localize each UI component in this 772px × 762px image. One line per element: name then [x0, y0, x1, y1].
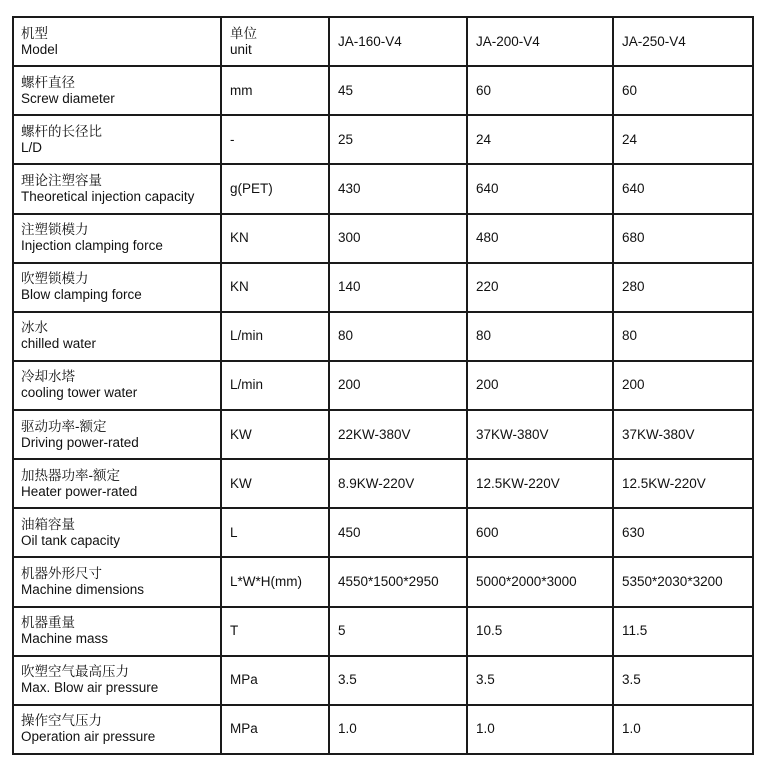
param-name-cell: [13, 410, 221, 459]
value-cell-model-1: 25: [329, 115, 467, 164]
table-row: [13, 459, 753, 508]
param-name-cell: [13, 459, 221, 508]
unit-cell: KW: [221, 410, 329, 459]
header-unit-cell: [221, 17, 329, 66]
param-name-zh: 操作空气压力: [21, 713, 102, 729]
table-row: [13, 312, 753, 361]
param-name-cell: [13, 115, 221, 164]
value-cell-model-1: 45: [329, 66, 467, 115]
value-cell-model-2: 60: [467, 66, 613, 115]
table-row: [13, 263, 753, 312]
value-cell-model-2: 600: [467, 508, 613, 557]
param-name-cell: [13, 361, 221, 410]
table-row: [13, 656, 753, 705]
unit-cell: L/min: [221, 312, 329, 361]
unit-cell: KN: [221, 214, 329, 263]
value-cell-model-3: 11.5: [613, 607, 753, 656]
unit-cell: KW: [221, 459, 329, 508]
param-name-zh: 机器外形尺寸: [21, 565, 102, 581]
param-name-en: Theoretical injection capacity: [21, 188, 195, 204]
value-cell-model-3: 280: [613, 263, 753, 312]
param-name-cell: [13, 656, 221, 705]
param-name-cell: [13, 705, 221, 754]
header-unit-en: unit: [230, 41, 252, 57]
param-name-zh: 冷却水塔: [21, 369, 75, 385]
value-cell-model-1: 22KW-380V: [329, 410, 467, 459]
param-name-en: Injection clamping force: [21, 238, 163, 254]
table-row: [13, 214, 753, 263]
value-cell-model-2: 480: [467, 214, 613, 263]
value-cell-model-3: 680: [613, 214, 753, 263]
value-cell-model-3: 630: [613, 508, 753, 557]
value-cell-model-1: 1.0: [329, 705, 467, 754]
param-name-zh: 螺杆的长径比: [21, 123, 102, 139]
table-row: [13, 66, 753, 115]
unit-cell: L: [221, 508, 329, 557]
param-name-zh: 冰水: [21, 320, 48, 336]
value-cell-model-1: 300: [329, 214, 467, 263]
value-cell-model-2: 640: [467, 164, 613, 213]
table-row: [13, 164, 753, 213]
param-name-zh: 吹塑空气最高压力: [21, 664, 129, 680]
param-name-cell: [13, 312, 221, 361]
header-param-zh: 机型: [21, 25, 48, 41]
value-cell-model-3: 3.5: [613, 656, 753, 705]
param-name-en: Screw diameter: [21, 90, 115, 106]
header-param-cell: [13, 17, 221, 66]
header-unit-zh: 单位: [230, 25, 257, 41]
param-name-zh: 理论注塑容量: [21, 172, 102, 188]
param-name-en: Max. Blow air pressure: [21, 680, 159, 696]
header-row: [13, 17, 753, 66]
table-row: [13, 705, 753, 754]
param-name-cell: [13, 164, 221, 213]
value-cell-model-1: 5: [329, 607, 467, 656]
value-cell-model-2: 80: [467, 312, 613, 361]
param-name-cell: [13, 508, 221, 557]
value-cell-model-1: 3.5: [329, 656, 467, 705]
value-cell-model-3: 60: [613, 66, 753, 115]
header-model-2: JA-200-V4: [467, 17, 613, 66]
param-name-zh: 驱动功率-额定: [21, 418, 107, 434]
param-name-zh: 螺杆直径: [21, 74, 75, 90]
value-cell-model-1: 200: [329, 361, 467, 410]
value-cell-model-2: 37KW-380V: [467, 410, 613, 459]
param-name-zh: 吹塑锁模力: [21, 271, 89, 287]
value-cell-model-3: 5350*2030*3200: [613, 557, 753, 606]
value-cell-model-3: 12.5KW-220V: [613, 459, 753, 508]
value-cell-model-1: 80: [329, 312, 467, 361]
value-cell-model-3: 24: [613, 115, 753, 164]
value-cell-model-2: 220: [467, 263, 613, 312]
param-name-zh: 加热器功率-额定: [21, 467, 120, 483]
value-cell-model-2: 12.5KW-220V: [467, 459, 613, 508]
unit-cell: mm: [221, 66, 329, 115]
header-model-1: JA-160-V4: [329, 17, 467, 66]
header-param-en: Model: [21, 41, 58, 57]
param-name-cell: [13, 214, 221, 263]
value-cell-model-2: 3.5: [467, 656, 613, 705]
value-cell-model-1: 450: [329, 508, 467, 557]
unit-cell: -: [221, 115, 329, 164]
table-row: [13, 115, 753, 164]
value-cell-model-1: 430: [329, 164, 467, 213]
value-cell-model-2: 10.5: [467, 607, 613, 656]
unit-cell: MPa: [221, 656, 329, 705]
value-cell-model-3: 640: [613, 164, 753, 213]
table-row: [13, 607, 753, 656]
param-name-en: Oil tank capacity: [21, 532, 121, 548]
value-cell-model-1: 8.9KW-220V: [329, 459, 467, 508]
value-cell-model-1: 4550*1500*2950: [329, 557, 467, 606]
table-row: [13, 361, 753, 410]
param-name-en: Heater power-rated: [21, 483, 138, 499]
param-name-en: Operation air pressure: [21, 729, 156, 745]
unit-cell: L/min: [221, 361, 329, 410]
spec-table-body: [13, 17, 753, 754]
param-name-cell: [13, 607, 221, 656]
param-name-en: L/D: [21, 139, 43, 155]
param-name-en: chilled water: [21, 336, 97, 352]
unit-cell: L*W*H(mm): [221, 557, 329, 606]
value-cell-model-2: 5000*2000*3000: [467, 557, 613, 606]
spec-table: [12, 16, 754, 755]
param-name-en: Machine mass: [21, 631, 109, 647]
unit-cell: KN: [221, 263, 329, 312]
header-model-3: JA-250-V4: [613, 17, 753, 66]
param-name-en: Machine dimensions: [21, 581, 145, 597]
param-name-zh: 注塑锁模力: [21, 222, 89, 238]
param-name-en: Blow clamping force: [21, 287, 142, 303]
value-cell-model-2: 24: [467, 115, 613, 164]
table-row: [13, 508, 753, 557]
param-name-zh: 机器重量: [21, 615, 75, 631]
unit-cell: T: [221, 607, 329, 656]
param-name-cell: [13, 66, 221, 115]
value-cell-model-3: 200: [613, 361, 753, 410]
value-cell-model-2: 200: [467, 361, 613, 410]
value-cell-model-3: 1.0: [613, 705, 753, 754]
param-name-en: cooling tower water: [21, 385, 138, 401]
param-name-cell: [13, 557, 221, 606]
value-cell-model-2: 1.0: [467, 705, 613, 754]
unit-cell: g(PET): [221, 164, 329, 213]
value-cell-model-1: 140: [329, 263, 467, 312]
table-row: [13, 410, 753, 459]
value-cell-model-3: 37KW-380V: [613, 410, 753, 459]
value-cell-model-3: 80: [613, 312, 753, 361]
param-name-en: Driving power-rated: [21, 434, 139, 450]
table-row: [13, 557, 753, 606]
param-name-cell: [13, 263, 221, 312]
param-name-zh: 油箱容量: [21, 516, 75, 532]
unit-cell: MPa: [221, 705, 329, 754]
